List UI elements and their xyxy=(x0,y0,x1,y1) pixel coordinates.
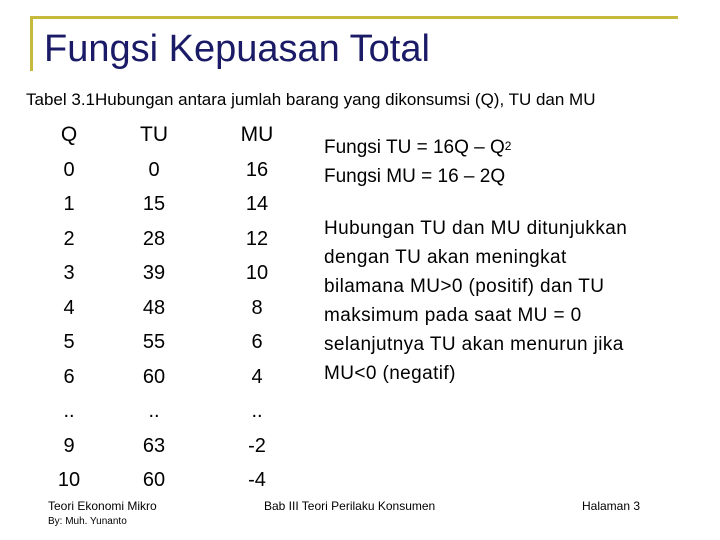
table-header-row xyxy=(38,118,306,153)
table-row xyxy=(38,291,306,326)
cell-mu: 16 xyxy=(245,158,269,181)
tu-function-text: Fungsi TU = 16Q – Q xyxy=(324,137,505,158)
cell-q: 10 xyxy=(57,469,81,491)
header-mu: MU xyxy=(240,123,274,146)
footer-page-number: Halaman 3 xyxy=(582,499,641,513)
cell-mu: 6 xyxy=(251,331,263,353)
cell-tu: 55 xyxy=(142,331,166,353)
cell-q: 3 xyxy=(63,262,75,284)
explanation-line: bilamana MU>0 (positif) dan TU xyxy=(324,276,605,297)
footer-author: By: Muh. Yunanto xyxy=(48,516,127,527)
cell-q: 9 xyxy=(63,434,75,457)
cell-tu: 28 xyxy=(142,227,166,250)
cell-mu: -2 xyxy=(248,434,266,457)
cell-tu: 60 xyxy=(142,469,166,491)
cell-q: 1 xyxy=(63,193,75,215)
tu-function-exponent: 2 xyxy=(504,139,512,153)
cell-mu: 12 xyxy=(245,227,269,250)
explanation-line: selanjutnya TU akan menurun jika xyxy=(324,334,624,355)
table-row xyxy=(38,394,306,429)
table-row xyxy=(38,325,306,360)
cell-mu: 10 xyxy=(245,262,269,284)
cell-mu: 14 xyxy=(245,193,269,215)
cell-tu: .. xyxy=(148,400,160,422)
explanation-line: maksimum pada saat MU = 0 xyxy=(324,305,582,326)
cell-tu: 15 xyxy=(142,193,166,215)
table-caption: Tabel 3.1Hubungan antara jumlah barang yang dikonsumsi (Q), TU dan MU xyxy=(26,90,596,109)
title-frame-top-line xyxy=(30,16,678,19)
header-q: Q xyxy=(60,123,78,146)
cell-mu: 4 xyxy=(251,365,263,388)
qtu-mu-table xyxy=(38,118,306,498)
slide-title: Fungsi Kepuasan Total xyxy=(44,28,430,70)
cell-mu: 8 xyxy=(251,296,263,319)
table-row xyxy=(38,429,306,464)
explanation-line: MU<0 (negatif) xyxy=(324,363,456,384)
header-tu: TU xyxy=(140,123,168,146)
cell-mu: -4 xyxy=(248,469,266,491)
title-frame-left-line xyxy=(30,16,33,71)
explanation-line: Hubungan TU dan MU ditunjukkan xyxy=(324,218,628,239)
table-row xyxy=(38,222,306,257)
cell-q: .. xyxy=(63,400,75,422)
footer-chapter: Bab III Teori Perilaku Konsumen xyxy=(264,499,436,513)
cell-tu: 39 xyxy=(142,262,166,284)
cell-tu: 63 xyxy=(142,434,166,457)
explanation-line: dengan TU akan meningkat xyxy=(324,247,567,268)
cell-mu: .. xyxy=(251,400,263,422)
cell-tu: 60 xyxy=(142,365,166,388)
cell-tu: 48 xyxy=(142,296,166,319)
cell-q: 2 xyxy=(63,227,75,250)
cell-tu: 0 xyxy=(148,158,160,181)
cell-q: 5 xyxy=(63,331,75,353)
table-row xyxy=(38,256,306,291)
table-row xyxy=(38,187,306,222)
cell-q: 6 xyxy=(63,365,75,388)
cell-q: 0 xyxy=(63,158,75,181)
table-row xyxy=(38,153,306,188)
footer-course: Teori Ekonomi Mikro xyxy=(48,499,157,513)
mu-function: Fungsi MU = 16 – 2Q xyxy=(324,166,506,187)
explanation-paragraph xyxy=(324,214,704,388)
table-row xyxy=(38,463,306,498)
tu-function xyxy=(324,137,511,159)
cell-q: 4 xyxy=(63,296,75,319)
table-row xyxy=(38,360,306,395)
